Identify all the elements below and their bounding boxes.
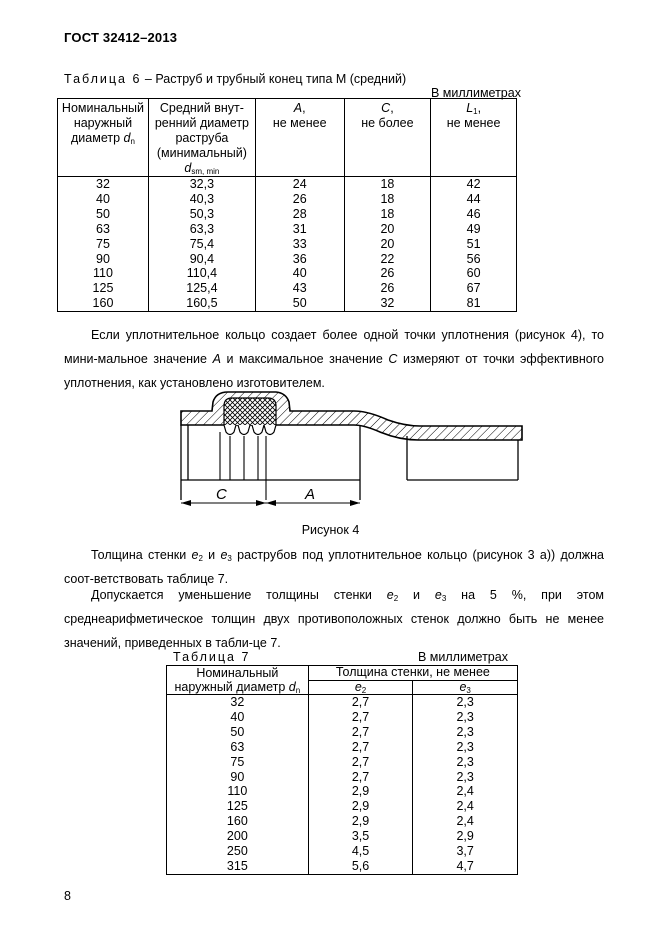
table7-row (167, 725, 518, 740)
table-cell: 46 (431, 207, 517, 222)
table-cell: 75,4 (148, 237, 255, 252)
table7-row (167, 755, 518, 770)
table7-unit: В миллиметрах (418, 650, 508, 664)
table-cell: 63 (167, 740, 309, 755)
table-cell: 32,3 (148, 177, 255, 192)
table-cell: 2,4 (413, 799, 518, 814)
table-cell: 32 (344, 296, 431, 311)
table7-row (167, 859, 518, 874)
table-cell: 90 (58, 252, 149, 267)
table-cell: 60 (431, 266, 517, 281)
table-cell: 67 (431, 281, 517, 296)
table-cell: 3,5 (308, 829, 413, 844)
table7-row (167, 814, 518, 829)
table-cell: 2,7 (308, 755, 413, 770)
table-cell: 2,7 (308, 740, 413, 755)
page-number: 8 (64, 889, 71, 903)
table-cell: 250 (167, 844, 309, 859)
table-cell: 49 (431, 222, 517, 237)
table-cell: 4,7 (413, 859, 518, 874)
table-cell: 125,4 (148, 281, 255, 296)
table-cell: 110 (167, 784, 309, 799)
table-cell: 51 (431, 237, 517, 252)
table-cell: 125 (58, 281, 149, 296)
table-cell: 2,9 (308, 784, 413, 799)
table7-header-diameter: Номинальный наружный диаметр $d_n$ (167, 666, 309, 695)
table-cell: 125 (167, 799, 309, 814)
table-cell: 26 (344, 266, 431, 281)
table-cell: 2,3 (413, 695, 518, 710)
table6-header-diameter: Номинальный наружный диаметр $d_n$ (58, 99, 149, 177)
table6-caption-label: Таблица 6 (64, 72, 142, 86)
table-cell: 33 (255, 237, 344, 252)
table-cell: 160,5 (148, 296, 255, 311)
table6-unit: В миллиметрах (431, 86, 521, 100)
table7-row (167, 695, 518, 710)
table6-header-l1: $L_1$, не менее (431, 99, 517, 177)
table-cell: 18 (344, 207, 431, 222)
table-cell: 43 (255, 281, 344, 296)
table-cell: 160 (167, 814, 309, 829)
table-cell: 2,7 (308, 725, 413, 740)
table-cell: 20 (344, 237, 431, 252)
paragraph-thickness-reduction: Допускается уменьшение толщины стенки $e_2$ и $e_3$ на 5 %, при этом среднеарифметическое толщин двух противоположных стенок должно быть не менее значений, приведенных в табли-це 7. (64, 588, 604, 650)
table-cell: 44 (431, 192, 517, 207)
figure-caption: Рисунок 4 (301, 523, 360, 537)
figure-label-a: A (305, 486, 316, 503)
document-header: ГОСТ 32412–2013 (64, 30, 178, 45)
table7-header-e2: $e_2$ (308, 680, 413, 695)
table6-header-a: A, не менее (255, 99, 344, 177)
table-cell: 110,4 (148, 266, 255, 281)
table7-caption: Таблица 7 (173, 650, 251, 664)
table7-row (167, 710, 518, 725)
table6-caption-text: – Раструб и трубный конец типа М (средний) (144, 72, 407, 86)
table7-row (167, 784, 518, 799)
table7-row (167, 844, 518, 859)
table6-header-c: C, не более (344, 99, 431, 177)
ring-lip-3 (252, 425, 264, 435)
table-cell: 75 (167, 755, 309, 770)
table-cell: 42 (431, 177, 517, 192)
table-cell: 40 (58, 192, 149, 207)
table-cell: 28 (255, 207, 344, 222)
table-cell: 2,3 (413, 710, 518, 725)
table-cell: 2,4 (413, 814, 518, 829)
table-cell: 2,9 (413, 829, 518, 844)
table-cell: 2,3 (413, 755, 518, 770)
table6-header-socket-diameter: Средний внут- ренний диаметр раструба (минимальный) $d_{sm, min}$ (148, 99, 255, 177)
table-cell: 40 (255, 266, 344, 281)
table-cell: 18 (344, 177, 431, 192)
table-cell: 81 (431, 296, 517, 311)
ring-lip-2 (238, 425, 250, 435)
table-cell: 315 (167, 859, 309, 874)
table-cell: 56 (431, 252, 517, 267)
table-cell: 32 (58, 177, 149, 192)
table-cell: 18 (344, 192, 431, 207)
ring-lip-1 (224, 425, 236, 435)
table-cell: 20 (344, 222, 431, 237)
table7-row (167, 770, 518, 785)
table-cell: 200 (167, 829, 309, 844)
table7-row (167, 799, 518, 814)
table-cell: 5,6 (308, 859, 413, 874)
table-cell: 63 (58, 222, 149, 237)
table-cell: 90 (167, 770, 309, 785)
paragraph-sealing-ring: Если уплотнительное кольцо создает более одной точки уплотнения (рисунок 4), то мини-мальное значение A и максимальное значение C измеряют от точки эффективного уплотнения, как установлено изготовителем. (64, 328, 604, 390)
table-cell: 2,7 (308, 710, 413, 725)
table-cell: 2,3 (413, 725, 518, 740)
table-cell: 2,7 (308, 770, 413, 785)
table-cell: 160 (58, 296, 149, 311)
ring-lip-4 (264, 425, 276, 435)
table-cell: 2,7 (308, 695, 413, 710)
paragraph-wall-thickness: Толщина стенки $e_2$ и $e_3$ раструбов под уплотнительное кольцо (рисунок 3 а)) должна соот-ветствовать таблице 7. (64, 548, 604, 586)
table-cell: 32 (167, 695, 309, 710)
table7-header-group: Толщина стенки, не менее (308, 666, 517, 681)
table-cell: 3,7 (413, 844, 518, 859)
table-cell: 2,9 (308, 814, 413, 829)
table-cell: 2,9 (308, 799, 413, 814)
table7 (166, 665, 518, 875)
table-cell: 90,4 (148, 252, 255, 267)
table-cell: 110 (58, 266, 149, 281)
table-cell: 50,3 (148, 207, 255, 222)
table7-row (167, 829, 518, 844)
table7-header-e3: $e_3$ (413, 680, 518, 695)
sealing-ring (224, 398, 276, 425)
table-cell: 2,3 (413, 770, 518, 785)
table-cell: 2,3 (413, 740, 518, 755)
table-cell: 26 (255, 192, 344, 207)
figure-label-c: C (216, 486, 227, 503)
table-cell: 40 (167, 710, 309, 725)
table-cell: 50 (255, 296, 344, 311)
table7-row (167, 740, 518, 755)
table-cell: 2,4 (413, 784, 518, 799)
table-cell: 50 (58, 207, 149, 222)
table-cell: 24 (255, 177, 344, 192)
table7-header-row (167, 666, 518, 681)
table-cell: 26 (344, 281, 431, 296)
table-cell: 63,3 (148, 222, 255, 237)
table-cell: 40,3 (148, 192, 255, 207)
table-cell: 4,5 (308, 844, 413, 859)
table-cell: 50 (167, 725, 309, 740)
table-cell: 75 (58, 237, 149, 252)
table-cell: 36 (255, 252, 344, 267)
table-cell: 22 (344, 252, 431, 267)
table-cell: 31 (255, 222, 344, 237)
